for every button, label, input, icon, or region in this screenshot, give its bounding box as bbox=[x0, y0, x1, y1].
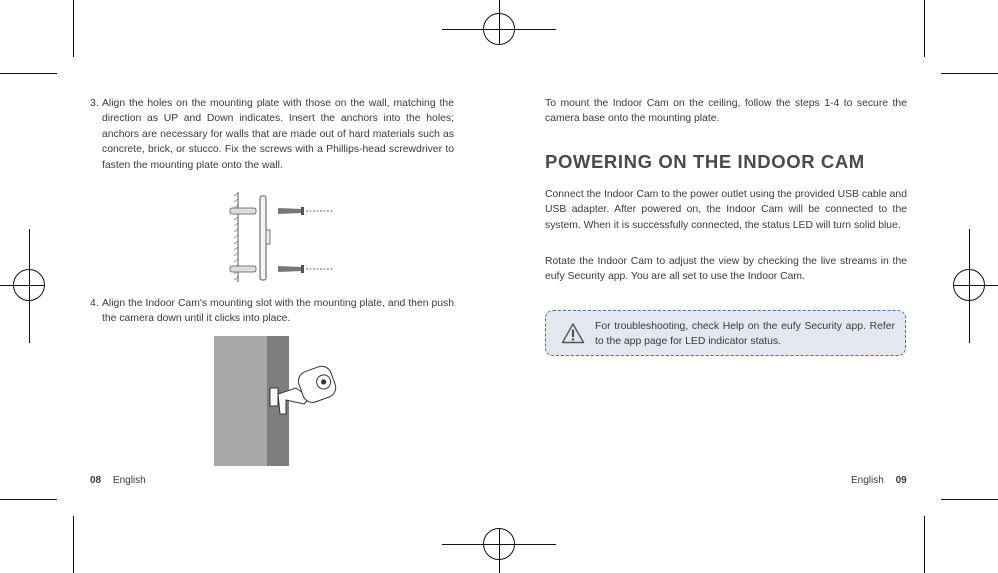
crop-mark bbox=[73, 516, 74, 573]
language-right: English bbox=[851, 475, 884, 486]
step-4-number: 4. bbox=[90, 298, 99, 309]
crop-mark bbox=[924, 516, 925, 573]
crop-mark bbox=[0, 73, 57, 74]
footer-right bbox=[851, 475, 907, 486]
crop-mark bbox=[0, 499, 57, 500]
footer-left bbox=[90, 475, 146, 486]
page-number-left: 08 bbox=[90, 475, 102, 486]
note-text: For troubleshooting, check Help on the eufy Security app. Refer to the app page for LED indicator status. bbox=[595, 321, 895, 348]
mounting-plate-illustration bbox=[222, 192, 337, 282]
crop-mark bbox=[924, 0, 925, 57]
step-3-text: Align the holes on the mounting plate with those on the wall, matching the direction as UP and Down indicates. Insert the anchors into the holes; anchors are necessary for walls that are made out of hard materials such as concrete, brick, or stucco. Fix the screws with a Phillips-head screwdriver to fasten the mounting plate onto the wall. bbox=[102, 98, 454, 171]
crop-mark bbox=[941, 73, 998, 74]
step-4-text: Align the Indoor Cam's mounting slot with the mounting plate, and then push the camera down until it clicks into place. bbox=[102, 298, 454, 325]
camera-mount-illustration bbox=[214, 336, 338, 466]
page-title: POWERING ON THE INDOOR CAM bbox=[545, 151, 865, 172]
crop-mark bbox=[941, 499, 998, 500]
step-3-number: 3. bbox=[90, 98, 99, 109]
page-number-right: 09 bbox=[895, 475, 907, 486]
intro-paragraph: To mount the Indoor Cam on the ceiling, follow the steps 1-4 to secure the camera base onto the mounting plate. bbox=[545, 98, 907, 125]
warning-icon bbox=[561, 322, 585, 344]
step-3 bbox=[90, 96, 454, 173]
troubleshooting-note bbox=[545, 310, 906, 356]
language-left: English bbox=[112, 475, 146, 486]
step-4 bbox=[90, 296, 454, 327]
crop-mark bbox=[73, 0, 74, 57]
power-paragraph: Connect the Indoor Cam to the power outlet using the provided USB cable and USB adapter. After powered on, the Indoor Cam will be connected to the system. When it is successfully connected, the status LED will turn solid blue. bbox=[545, 189, 907, 231]
rotate-paragraph: Rotate the Indoor Cam to adjust the view by checking the live streams in the eufy Security app. You are all set to use the Indoor Cam. bbox=[545, 256, 907, 283]
